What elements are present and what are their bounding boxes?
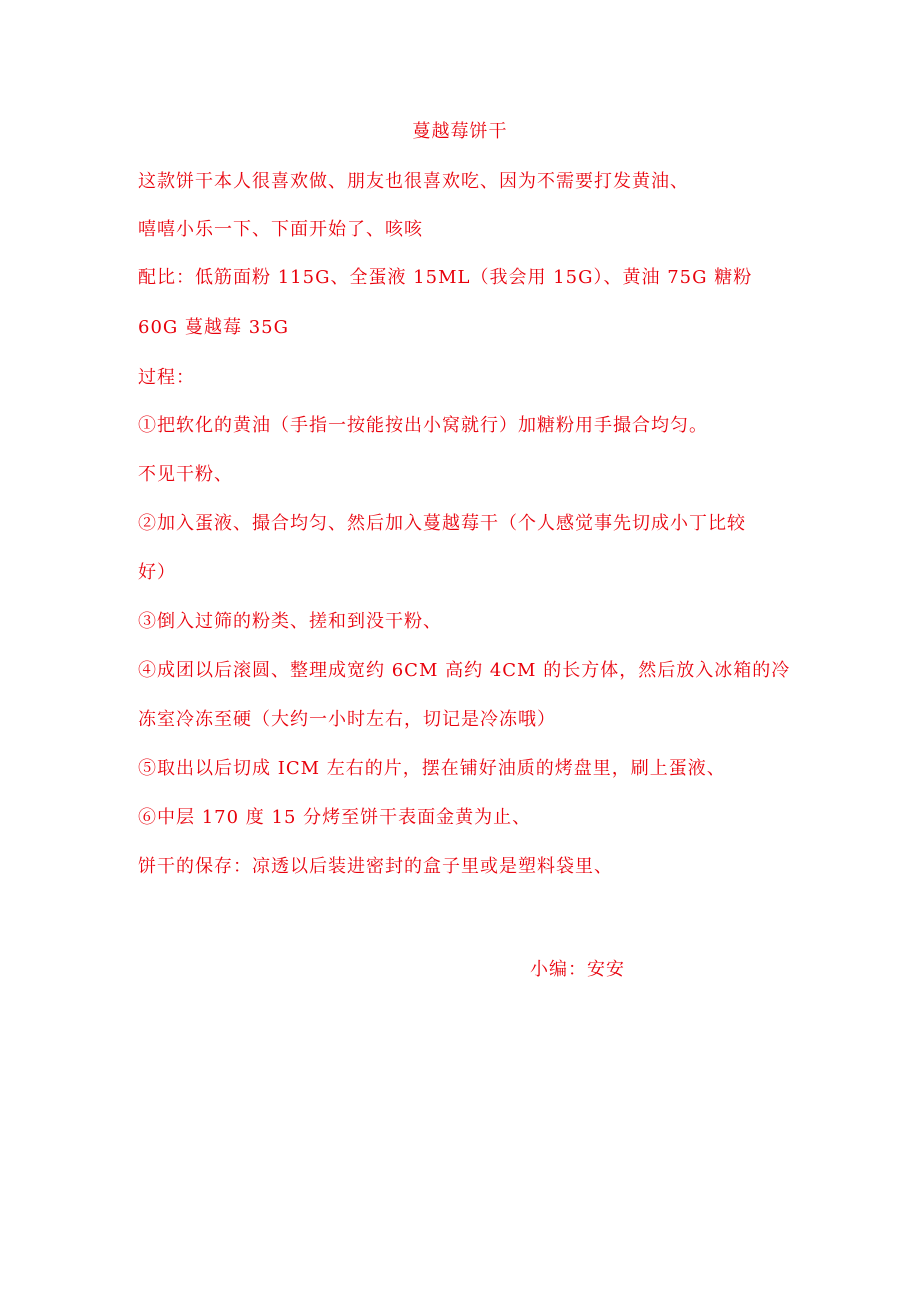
editor-signature: 小编：安安 <box>530 959 625 980</box>
intro-line-2: 嘻嘻小乐一下、下面开始了、咳咳 <box>138 219 423 240</box>
step-4-line-1: ④成团以后滚圆、整理成宽约 6CM 高约 4CM 的长方体，然后放入冰箱的冷 <box>138 660 791 681</box>
step-6: ⑥中层 170 度 15 分烤至饼干表面金黄为止、 <box>138 807 532 828</box>
process-heading: 过程： <box>138 367 195 388</box>
intro-line-1: 这款饼干本人很喜欢做、朋友也很喜欢吃、因为不需要打发黄油、 <box>138 171 689 192</box>
step-1-line-2: 不见干粉、 <box>138 464 233 485</box>
step-4-line-2: 冻室冷冻至硬（大约一小时左右，切记是冷冻哦） <box>138 709 556 730</box>
ingredients-line-2: 60G 蔓越莓 35G <box>138 317 290 338</box>
step-2-line-1: ②加入蛋液、撮合均匀、然后加入蔓越莓干（个人感觉事先切成小丁比较 <box>138 513 746 534</box>
step-2-line-2: 好） <box>138 562 176 583</box>
storage-note: 饼干的保存：凉透以后装进密封的盒子里或是塑料袋里、 <box>138 856 613 877</box>
step-5: ⑤取出以后切成 ICM 左右的片，摆在铺好油质的烤盘里，刷上蛋液、 <box>138 758 726 779</box>
ingredients-line-1: 配比：低筋面粉 115G、全蛋液 15ML（我会用 15G）、黄油 75G 糖粉 <box>138 267 753 288</box>
step-1-line-1: ①把软化的黄油（手指一按能按出小窝就行）加糖粉用手撮合均匀。 <box>138 415 708 436</box>
document-title: 蔓越莓饼干 <box>412 121 508 142</box>
step-3: ③倒入过筛的粉类、搓和到没干粉、 <box>138 611 442 632</box>
